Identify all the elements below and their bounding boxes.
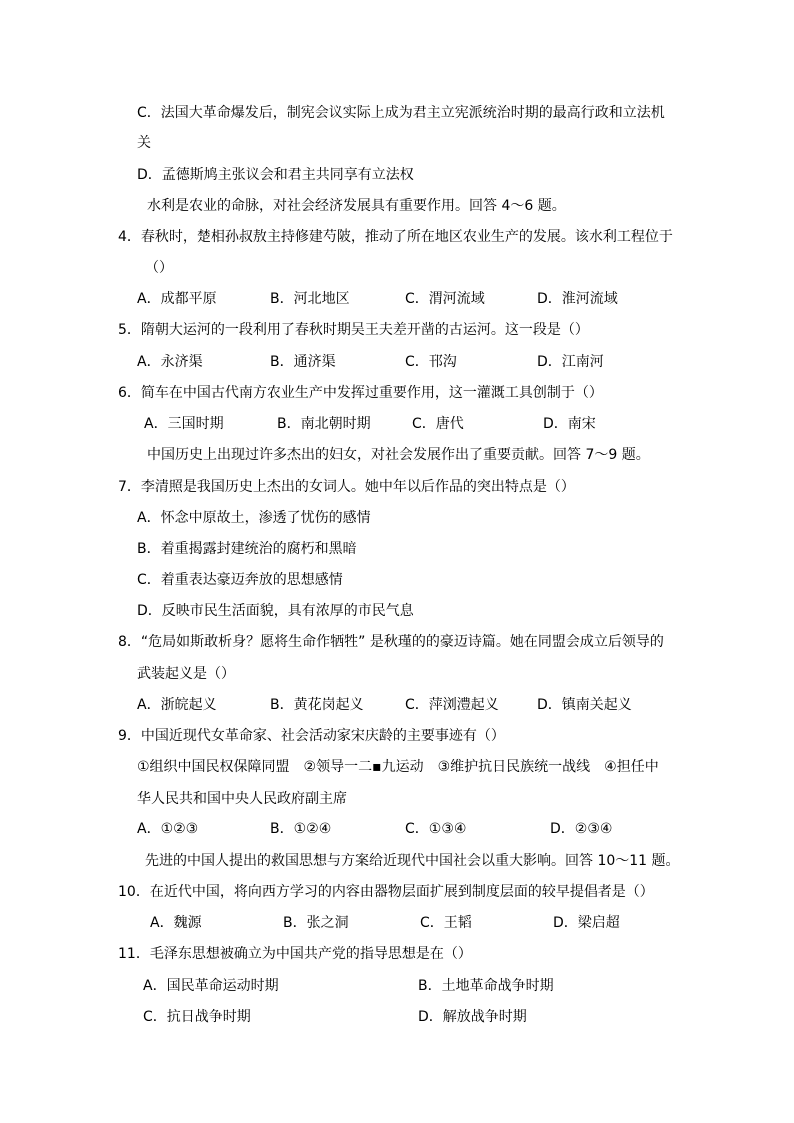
section-intro: 中国历史上出现过许多杰出的妇女，对社会发展作出了重要贡献。回答 7～9 题。 <box>147 447 650 463</box>
option-text: D．梁启超 <box>553 915 620 931</box>
option-text: D．淮河流域 <box>537 291 618 307</box>
option-text: B．南北朝时期 <box>277 416 371 432</box>
option-text: D．江南河 <box>537 354 604 370</box>
option-text: 关 <box>137 135 151 151</box>
option-text: B．①②④ <box>270 821 332 837</box>
option-text: C．抗日战争时期 <box>143 1009 251 1025</box>
option-text: C．邗沟 <box>405 354 457 370</box>
question-stem: 8．“危局如斯敢析身？愿将生命作牺牲” 是秋瑾的的豪迈诗篇。她在同盟会成立后领导的 <box>118 634 664 650</box>
option-text: A．永济渠 <box>137 354 203 370</box>
option-text: A．①②③ <box>137 821 199 837</box>
option-text: B．着重揭露封建统治的腐朽和黑暗 <box>137 541 357 557</box>
question-stem: 武装起义是（） <box>137 666 235 682</box>
option-text: B．河北地区 <box>270 291 350 307</box>
option-text: A．怀念中原故土，渗透了忧伤的感情 <box>137 510 371 526</box>
option-text: D．镇南关起义 <box>537 697 632 713</box>
option-text: A．三国时期 <box>144 416 224 432</box>
section-intro: 水利是农业的命脉，对社会经济发展具有重要作用。回答 4～6 题。 <box>147 198 566 214</box>
option-text: B．张之洞 <box>283 915 349 931</box>
question-stem: 10．在近代中国，将向西方学习的内容由器物层面扩展到制度层面的较早提倡者是（） <box>118 884 654 900</box>
question-stem: 11．毛泽东思想被确立为中国共产党的指导思想是在（） <box>118 946 472 962</box>
option-text: D．南宋 <box>543 416 596 432</box>
question-stem: 5．隋朝大运河的一段利用了春秋时期吴王夫差开凿的古运河。这一段是（） <box>118 322 589 338</box>
statement-list: ①组织中国民权保障同盟 ②领导一二▪九运动 ③维护抗日民族统一战线 ④担任中 <box>137 759 659 775</box>
option-text: C．王韬 <box>420 915 472 931</box>
option-text: A．国民革命运动时期 <box>143 978 279 994</box>
option-text: D．反映市民生活面貌，具有浓厚的市民气息 <box>137 603 414 619</box>
question-stem: 9．中国近现代女革命家、社会活动家宋庆龄的主要事迹有（） <box>118 728 505 744</box>
section-intro: 先进的中国人提出的救国思想与方案给近现代中国社会以重大影响。回答 10～11 题。 <box>145 853 680 869</box>
question-stem: 4．春秋时，楚相孙叔敖主持修建芍陂，推动了所在地区农业生产的发展。该水利工程位于 <box>118 229 673 245</box>
option-text: D．②③④ <box>550 821 613 837</box>
option-text: B．黄花岗起义 <box>270 697 364 713</box>
option-text: C．着重表达豪迈奔放的思想感情 <box>137 572 343 588</box>
question-stem: 6．简车在中国古代南方农业生产中发挥过重要作用，这一灌溉工具创制于（） <box>118 385 603 401</box>
option-text: D．解放战争时期 <box>418 1009 527 1025</box>
option-text: A．魏源 <box>150 915 202 931</box>
option-text: B．通济渠 <box>270 354 336 370</box>
answer-blank: （） <box>145 260 173 276</box>
option-text: A．成都平原 <box>137 291 217 307</box>
option-text: C．法国大革命爆发后，制宪会议实际上成为君主立宪派统治时期的最高行政和立法机 <box>137 105 665 121</box>
option-text: A．浙皖起义 <box>137 697 217 713</box>
option-text: C．①③④ <box>405 821 467 837</box>
option-text: D．孟德斯鸠主张议会和君主共同享有立法权 <box>137 167 414 183</box>
statement-list: 华人民共和国中央人民政府副主席 <box>137 791 347 807</box>
option-text: C．唐代 <box>412 416 464 432</box>
option-text: C．渭河流域 <box>405 291 485 307</box>
option-text: C．萍浏澧起义 <box>405 697 499 713</box>
question-stem: 7．李清照是我国历史上杰出的女词人。她中年以后作品的突出特点是（） <box>118 479 575 495</box>
option-text: B．土地革命战争时期 <box>418 978 554 994</box>
